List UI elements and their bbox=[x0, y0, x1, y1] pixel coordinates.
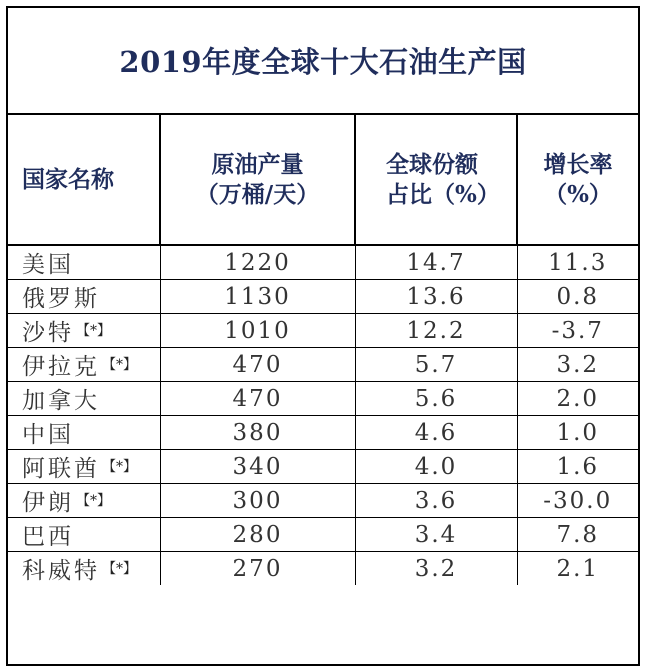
table-row bbox=[8, 416, 638, 450]
table-row bbox=[8, 348, 638, 382]
share-cell: 5.6 bbox=[355, 382, 517, 416]
table-row bbox=[8, 450, 638, 484]
asterisk-mark: 【*】 bbox=[102, 357, 137, 373]
header-growth: 增长率 （%） bbox=[517, 115, 638, 245]
country-cell: 巴西 bbox=[8, 518, 160, 552]
growth-cell: 2.0 bbox=[517, 382, 638, 416]
growth-cell: -30.0 bbox=[517, 484, 638, 518]
growth-cell: 7.8 bbox=[517, 518, 638, 552]
share-cell: 14.7 bbox=[355, 245, 517, 280]
country-cell: 伊朗 【*】 bbox=[8, 484, 160, 518]
share-cell: 4.0 bbox=[355, 450, 517, 484]
output-cell: 1220 bbox=[160, 245, 355, 280]
asterisk-mark: 【*】 bbox=[102, 459, 137, 475]
growth-cell: 11.3 bbox=[517, 245, 638, 280]
table-row bbox=[8, 518, 638, 552]
country-cell: 俄罗斯 bbox=[8, 280, 160, 314]
share-cell: 4.6 bbox=[355, 416, 517, 450]
country-cell: 加拿大 bbox=[8, 382, 160, 416]
table-row bbox=[8, 552, 638, 586]
table-row bbox=[8, 280, 638, 314]
header-share: 全球份额 占比（%） bbox=[355, 115, 517, 245]
growth-cell: 0.8 bbox=[517, 280, 638, 314]
output-cell: 300 bbox=[160, 484, 355, 518]
header-country: 国家名称 bbox=[8, 115, 160, 245]
output-cell: 270 bbox=[160, 552, 355, 586]
output-cell: 1010 bbox=[160, 314, 355, 348]
output-cell: 340 bbox=[160, 450, 355, 484]
output-cell: 470 bbox=[160, 348, 355, 382]
output-cell: 470 bbox=[160, 382, 355, 416]
country-cell: 阿联酋 【*】 bbox=[8, 450, 160, 484]
asterisk-mark: 【*】 bbox=[76, 323, 111, 339]
table-row bbox=[8, 484, 638, 518]
table-row bbox=[8, 382, 638, 416]
table-title: 2019年度全球十大石油生产国 bbox=[8, 8, 638, 115]
output-cell: 280 bbox=[160, 518, 355, 552]
growth-cell: 3.2 bbox=[517, 348, 638, 382]
output-cell: 1130 bbox=[160, 280, 355, 314]
growth-cell: 1.6 bbox=[517, 450, 638, 484]
share-cell: 13.6 bbox=[355, 280, 517, 314]
share-cell: 3.4 bbox=[355, 518, 517, 552]
header-row bbox=[8, 115, 638, 245]
share-cell: 12.2 bbox=[355, 314, 517, 348]
growth-cell: 2.1 bbox=[556, 555, 600, 582]
country-cell: 美国 bbox=[8, 245, 160, 280]
share-cell: 3.6 bbox=[355, 484, 517, 518]
share-cell: 3.2 bbox=[355, 552, 517, 586]
share-cell: 5.7 bbox=[355, 348, 517, 382]
country-cell: 沙特 【*】 bbox=[8, 314, 160, 348]
table-row bbox=[8, 314, 638, 348]
output-cell: 380 bbox=[160, 416, 355, 450]
growth-cell: -3.7 bbox=[517, 314, 638, 348]
country-cell: 科威特 【*】 bbox=[8, 552, 160, 586]
growth-cell: 1.0 bbox=[517, 416, 638, 450]
country-cell: 伊拉克 【*】 bbox=[8, 348, 160, 382]
header-output: 原油产量 （万桶/天） bbox=[160, 115, 355, 245]
asterisk-mark: 【*】 bbox=[102, 561, 137, 577]
table-row bbox=[8, 245, 638, 280]
country-cell: 中国 bbox=[8, 416, 160, 450]
table-frame bbox=[6, 6, 640, 666]
asterisk-mark: 【*】 bbox=[76, 493, 111, 509]
oil-producers-table bbox=[8, 115, 638, 585]
